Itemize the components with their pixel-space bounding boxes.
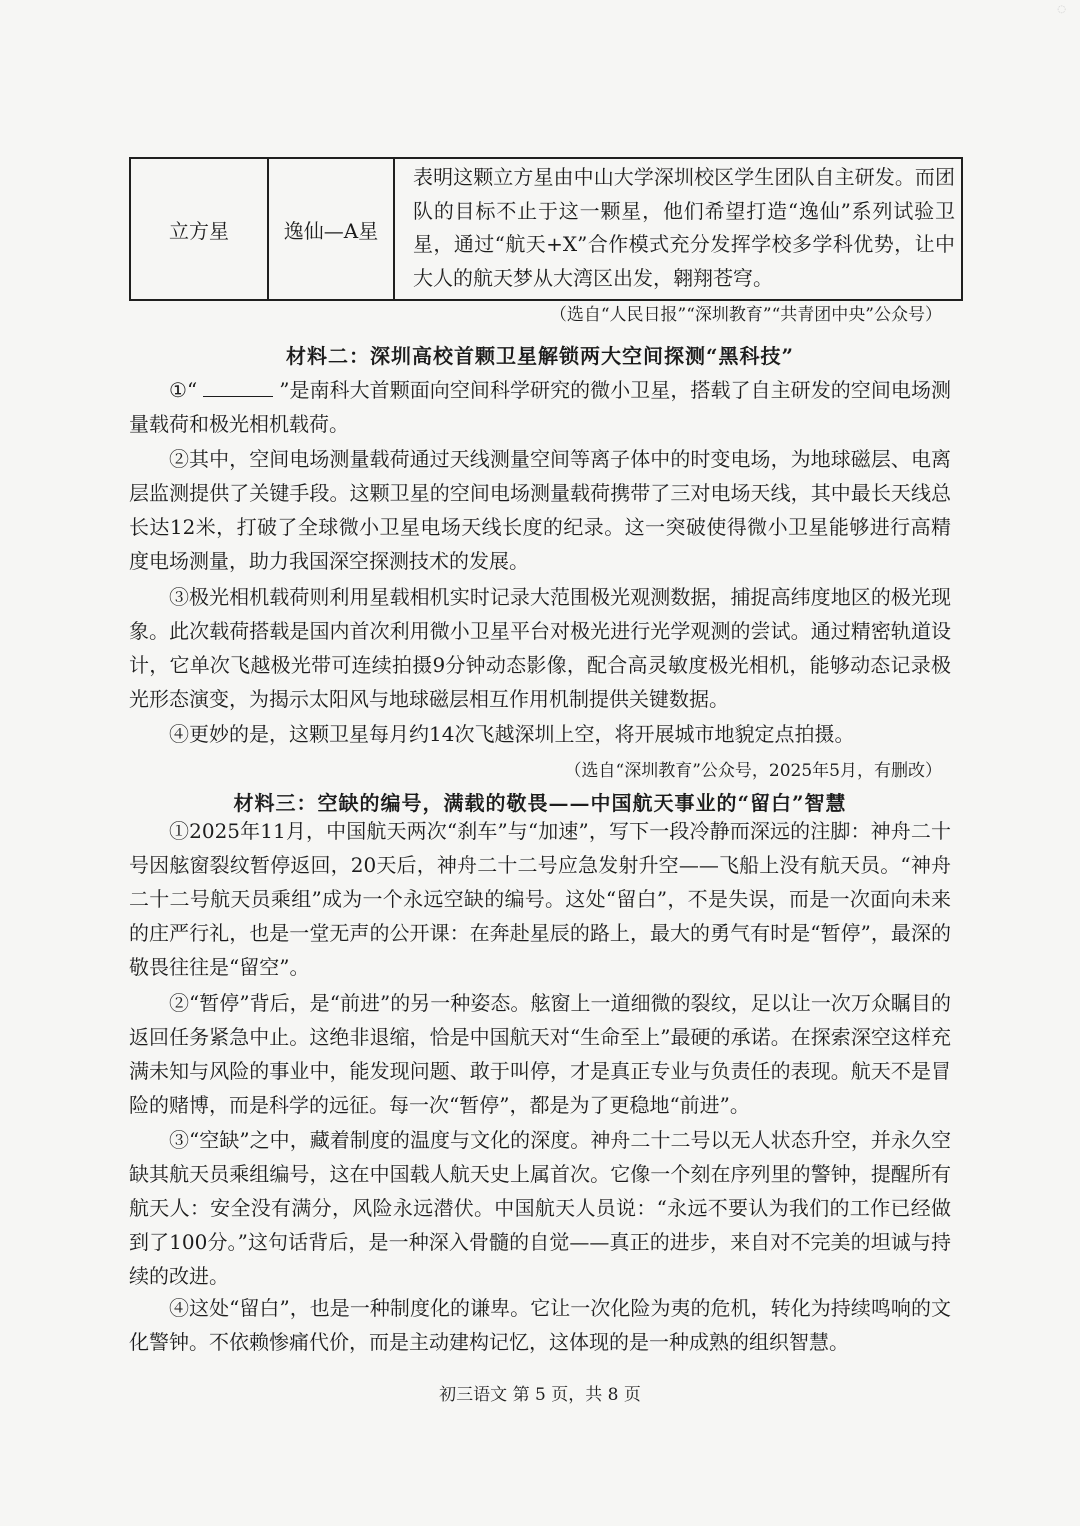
- material3-paragraph-2: ②“暂停”背后，是“前进”的另一种姿态。舷窗上一道细微的裂纹，足以让一次万众瞩目的返回任务紧急中止。这绝非退缩，恰是中国航天对“生命至上”最硬的承诺。在探索深空这样充满未知与风险的事业中，能发现问题、敢于叫停，才是真正专业与负责任的表现。航天不是冒险的赌博，而是科学的远征。每一次“暂停”，都是为了更稳地“前进”。: [129, 991, 951, 1117]
- material3-paragraph-4: ④这处“留白”，也是一种制度化的谦卑。它让一次化险为夷的危机，转化为持续鸣响的文化警钟。不依赖惨痛代价，而是主动建构记忆，这体现的是一种成熟的组织智慧。: [129, 1296, 951, 1354]
- paragraph-1-prefix: ①“: [169, 378, 198, 402]
- table-row: [130, 158, 962, 300]
- material2-paragraph-3: ③极光相机载荷则利用星载相机实时记录大范围极光观测数据，捕捉高纬度地区的极光现象。此次载荷搭载是国内首次利用微小卫星平台对极光进行光学观测的尝试。通过精密轨道设计，它单次飞越极光带可连续拍摄9分钟动态影像，配合高灵敏度极光相机，能够动态记录极光形态演变，为揭示太阳风与地球磁层相互作用机制提供关键数据。: [129, 585, 951, 711]
- paragraph-1-suffix: ”是南科大首颗面向空间科学研究的微小卫星，搭载了自主研发的空间电场测量载荷和极光相机载荷。: [129, 378, 951, 436]
- material2-paragraph-2: ②其中，空间电场测量载荷通过天线测量空间等离子体中的时变电场，为地球磁层、电离层监测提供了关键手段。这颗卫星的空间电场测量载荷携带了三对电场天线，其中最长天线总长达12米，打破了全球微小卫星电场天线长度的纪录。这一突破使得微小卫星能够进行高精度电场测量，助力我国深空探测技术的发展。: [129, 447, 951, 573]
- material2-paragraph-1: [129, 373, 951, 441]
- satellite-table: [129, 157, 963, 301]
- page-footer: 初三语文 第 5 页，共 8 页: [439, 1385, 641, 1405]
- fill-in-blank: [203, 378, 273, 397]
- table-cell-name: 逸仙—A星: [268, 158, 394, 300]
- material3-paragraph-3: ③“空缺”之中，藏着制度的温度与文化的深度。神舟二十二号以无人状态升空，并永久空缺其航天员乘组编号，这在中国载人航天史上属首次。它像一个刻在序列里的警钟，提醒所有航天人：安全没有满分，风险永远潜伏。中国航天人员说：“永远不要认为我们的工作已经做到了100分。”这句话背后，是一种深入骨髓的自觉——真正的进步，来自对不完美的坦诚与持续的改进。: [129, 1128, 951, 1288]
- source-note-2: （选自“深圳教育”公众号，2025年5月，有删改）: [564, 761, 942, 781]
- material2-paragraph-4: ④更妙的是，这颗卫星每月约14次飞越深圳上空，将开展城市地貌定点拍摄。: [169, 722, 855, 746]
- material2-heading: 材料二：深圳高校首颗卫星解锁两大空间探测“黑科技”: [285, 344, 794, 368]
- material3-paragraph-1: ①2025年11月，中国航天两次“刹车”与“加速”，写下一段冷静而深远的注脚：神舟二十号因舷窗裂纹暂停返回，20天后，神舟二十二号应急发射升空——飞船上没有航天员。“神舟二十二号航天员乘组”成为一个永远空缺的编号。这处“留白”，不是失误，而是一次面向未来的庄严行礼，也是一堂无声的公开课：在奔赴星辰的路上，最大的勇气有时是“暂停”，最深的敬畏往往是“留空”。: [129, 819, 951, 979]
- material3-heading: 材料三：空缺的编号，满载的敬畏——中国航天事业的“留白”智慧: [233, 791, 847, 815]
- table-cell-category: 立方星: [130, 158, 268, 300]
- corner-mark: ◌: [1057, 4, 1066, 15]
- table-cell-description: 表明这颗立方星由中山大学深圳校区学生团队自主研发。而团队的目标不止于这一颗星，他们希望打造“逸仙”系列试验卫星，通过“航天+X”合作模式充分发挥学校多学科优势，让中大人的航天梦从大湾区出发，翱翔苍穹。: [394, 158, 962, 300]
- source-note-1: （选自“人民日报”“深圳教育”“共青团中央”公众号）: [549, 305, 942, 325]
